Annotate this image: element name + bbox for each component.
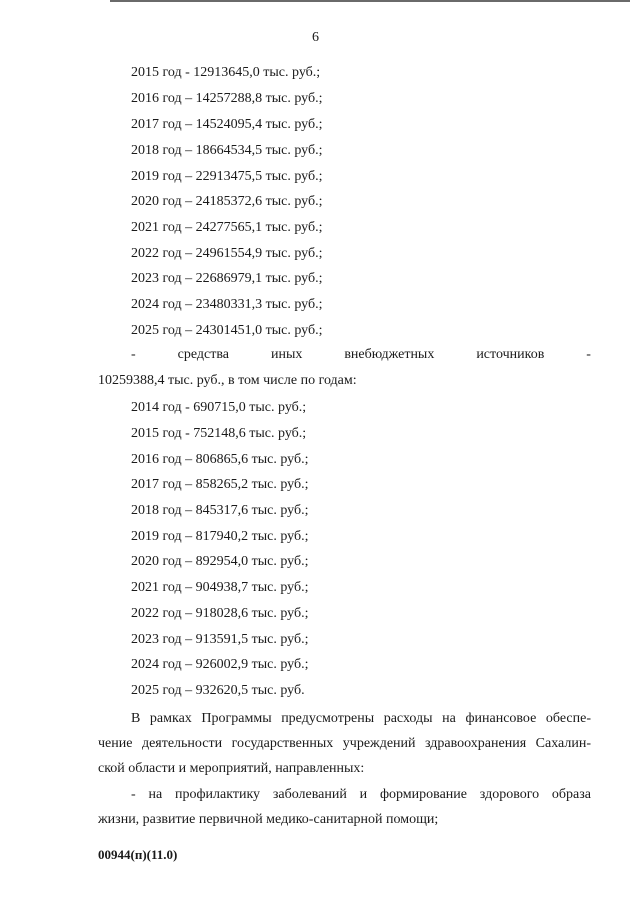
budget-line: 2018 год – 845317,6 тыс. руб.; (131, 503, 309, 518)
budget-line: 2019 год – 817940,2 тыс. руб.; (131, 529, 309, 544)
top-scan-edge (110, 0, 630, 2)
paragraph-line: ской области и мероприятий, направленных: (98, 761, 365, 776)
budget-line: 2023 год – 913591,5 тыс. руб.; (131, 632, 309, 647)
budget-line: 2025 год – 24301451,0 тыс. руб.; (131, 323, 323, 338)
budget-line: 2025 год – 932620,5 тыс. руб. (131, 683, 305, 698)
budget-line: 2016 год – 14257288,8 тыс. руб.; (131, 91, 323, 106)
document-code: 00944(п)(11.0) (98, 847, 178, 862)
budget-line: 2020 год – 892954,0 тыс. руб.; (131, 554, 309, 569)
budget-line: 2021 год – 904938,7 тыс. руб.; (131, 580, 309, 595)
heading-word: - (586, 347, 591, 362)
budget-line: 2022 год – 918028,6 тыс. руб.; (131, 606, 309, 621)
heading-word: внебюджетных (344, 347, 435, 362)
paragraph-line: В рамках Программы предусмотрены расходы на финансовое обеспе- (131, 711, 591, 726)
extra-budget-heading (131, 346, 591, 364)
budget-line: 2015 год - 12913645,0 тыс. руб.; (131, 65, 321, 80)
budget-line: 2018 год – 18664534,5 тыс. руб.; (131, 143, 323, 158)
heading-word: источников (476, 347, 545, 362)
extra-budget-total: 10259388,4 тыс. руб., в том числе по годам: (98, 373, 357, 388)
heading-word: - (131, 347, 136, 362)
page-number: 6 (312, 30, 319, 45)
budget-line: 2023 год – 22686979,1 тыс. руб.; (131, 271, 323, 286)
budget-line: 2014 год - 690715,0 тыс. руб.; (131, 400, 307, 415)
heading-word: иных (270, 347, 303, 362)
budget-line: 2015 год - 752148,6 тыс. руб.; (131, 426, 307, 441)
budget-line: 2021 год – 24277565,1 тыс. руб.; (131, 220, 323, 235)
bullet-line: жизни, развитие первичной медико-санитарной помощи; (98, 812, 439, 827)
budget-line: 2022 год – 24961554,9 тыс. руб.; (131, 246, 323, 261)
heading-word: средства (177, 347, 229, 362)
budget-line: 2017 год – 14524095,4 тыс. руб.; (131, 117, 323, 132)
budget-line: 2024 год – 23480331,3 тыс. руб.; (131, 297, 323, 312)
budget-line: 2024 год – 926002,9 тыс. руб.; (131, 657, 309, 672)
bullet-line: - на профилактику заболеваний и формирование здорового образа (131, 787, 591, 802)
paragraph-line: чение деятельности государственных учреждений здравоохранения Сахалин- (98, 736, 591, 751)
budget-line: 2016 год – 806865,6 тыс. руб.; (131, 452, 309, 467)
budget-line: 2020 год – 24185372,6 тыс. руб.; (131, 194, 323, 209)
budget-line: 2019 год – 22913475,5 тыс. руб.; (131, 169, 323, 184)
budget-line: 2017 год – 858265,2 тыс. руб.; (131, 477, 309, 492)
